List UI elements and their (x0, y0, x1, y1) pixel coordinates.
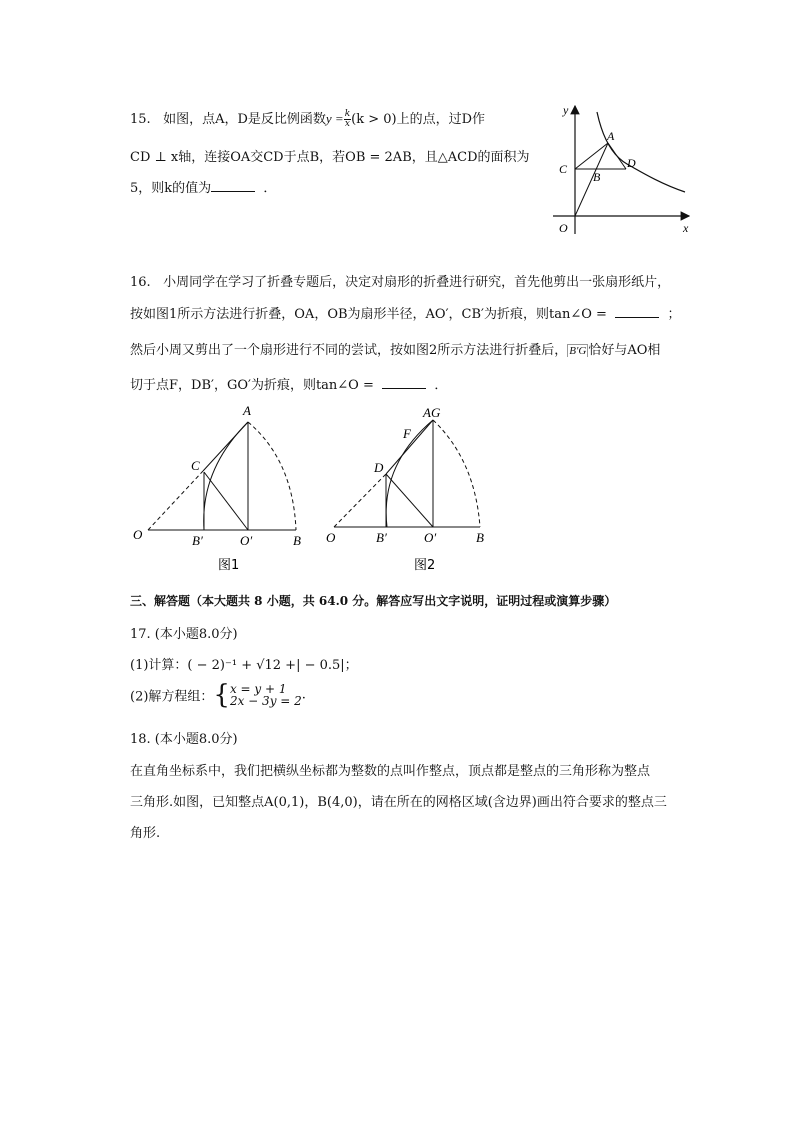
fig2-label-b: B (476, 530, 484, 545)
fig2-label-b1: B′ (376, 530, 387, 545)
q15-answer-blank[interactable] (211, 179, 255, 192)
q15-label-x: x (683, 221, 689, 235)
fig2-dashed-arc (433, 420, 480, 527)
q15-label-a: A (607, 129, 615, 143)
q15-text-3b: ． (263, 181, 277, 196)
fig2-label-o: O (326, 530, 336, 545)
q16-text-3b: 恰好与AO相 (588, 343, 661, 358)
q15-label-o: O (559, 221, 568, 235)
q15-frac-num: k (344, 109, 351, 119)
q16-text-2b: ； (667, 307, 681, 322)
fig1-label-o: O (133, 527, 143, 542)
fig1-dashed-arc (248, 422, 296, 530)
q17-part1: (1)计算：( − 2)⁻¹ + √12 +| − 0.5|； (130, 658, 358, 673)
q16-line4 (130, 374, 447, 393)
section3-heading: 三、解答题（本大题共 8 小题，共 64.0 分。解答应写出文字说明，证明过程或演算步骤） (130, 594, 617, 608)
q15-segment-ad (608, 143, 626, 169)
q15-label-d: D (627, 156, 636, 170)
q15-line1 (130, 108, 485, 129)
q17-brace: { (213, 680, 230, 710)
q16-text-3a: 然后小周又剪出了一个扇形进行不同的尝试，按如图2所示方法进行折叠后， (130, 343, 568, 358)
q16-answer-blank-1[interactable] (615, 305, 659, 318)
fig2-label-ag: AG (423, 405, 441, 420)
q16-line1 (130, 271, 670, 290)
q16-text-4a: 切于点F，DB′，GO′为折痕，则tan∠O = (130, 378, 374, 393)
q15-segment-ac (575, 143, 608, 169)
q15-segment-oa (575, 143, 608, 216)
fig1-label-b1: B′ (192, 533, 203, 548)
q16-line2 (130, 303, 680, 322)
q15-figure (545, 100, 695, 238)
fig2-segment-do1 (386, 474, 433, 527)
q15-frac-den: x (344, 119, 350, 129)
fig1-label-o1: O′ (240, 533, 253, 548)
fig2-caption: 图2 (414, 558, 436, 573)
q17-eq1: x = y + 1 (229, 682, 287, 696)
fig1-caption: 图1 (218, 558, 240, 573)
q16-arc-label: B′G (569, 345, 587, 357)
q17-eq2: 2x − 3y = 2 (229, 694, 302, 708)
q15-line2: CD ⊥ x轴，连接OA交CD于点B，若OB = 2AB，且△ACD的面积为 (130, 150, 530, 165)
q16-text-1: 小周同学在学习了折叠专题后，决定对扇形的折叠进行研究，首先他剪出一张扇形纸片， (163, 275, 671, 290)
q18-line3: 角形. (130, 826, 161, 841)
q16-number: 16. (130, 275, 151, 290)
fig2-dashed-oa (334, 474, 386, 527)
q16-text-2a: 按如图1所示方法进行折叠，OA，OB为扇形半径，AO′，CB′为折痕，则tan∠O = (130, 307, 607, 322)
fig1-dashed-oa (148, 471, 203, 530)
q15-label-b: B (593, 170, 601, 184)
q15-line3 (130, 177, 276, 196)
q16-figure-2 (320, 400, 500, 580)
fig2-label-o1: O′ (424, 530, 437, 545)
q17-equation-system (230, 683, 302, 707)
q16-text-4b: ． (434, 378, 448, 393)
fig1-segment-co1 (204, 472, 248, 530)
q15-text-3a: 5，则k的值为 (130, 181, 212, 196)
q18-line2: 三角形.如图，已知整点A(0,1)，B(4,0)，请在所在的网格区域(含边界)画出符合要求的整点三 (130, 795, 667, 810)
fig2-label-d: D (374, 460, 384, 475)
fig1-label-a: A (243, 403, 251, 418)
fig1-folded-arc (204, 422, 248, 530)
q16-answer-blank-2[interactable] (382, 376, 426, 389)
fig1-label-b: B (293, 533, 301, 548)
q18-title: 18. (本小题8.0分) (130, 732, 238, 747)
q18-line1: 在直角坐标系中，我们把横纵坐标都为整数的点叫作整点，顶点都是整点的三角形称为整点 (130, 764, 651, 779)
q15-number: 15. (130, 112, 151, 127)
q17-part2-end: . (301, 687, 306, 703)
q16-line3 (130, 339, 660, 358)
q17-part2-label: (2)解方程组： (130, 689, 214, 705)
q17-title: 17. (本小题8.0分) (130, 627, 238, 642)
q16-figure-1 (128, 400, 313, 580)
fig2-label-f: F (403, 426, 411, 441)
fig1-label-c: C (191, 458, 200, 473)
q15-fn: y = (325, 111, 344, 126)
q15-text-1b: (k > 0)上的点，过D作 (351, 112, 486, 127)
q15-label-y: y (563, 103, 569, 117)
q17-part2 (130, 682, 306, 708)
q15-text-1a: 如图，点A，D是反比例函数 (163, 112, 326, 127)
q15-hyperbola (597, 112, 685, 192)
q15-label-c: C (559, 162, 568, 176)
